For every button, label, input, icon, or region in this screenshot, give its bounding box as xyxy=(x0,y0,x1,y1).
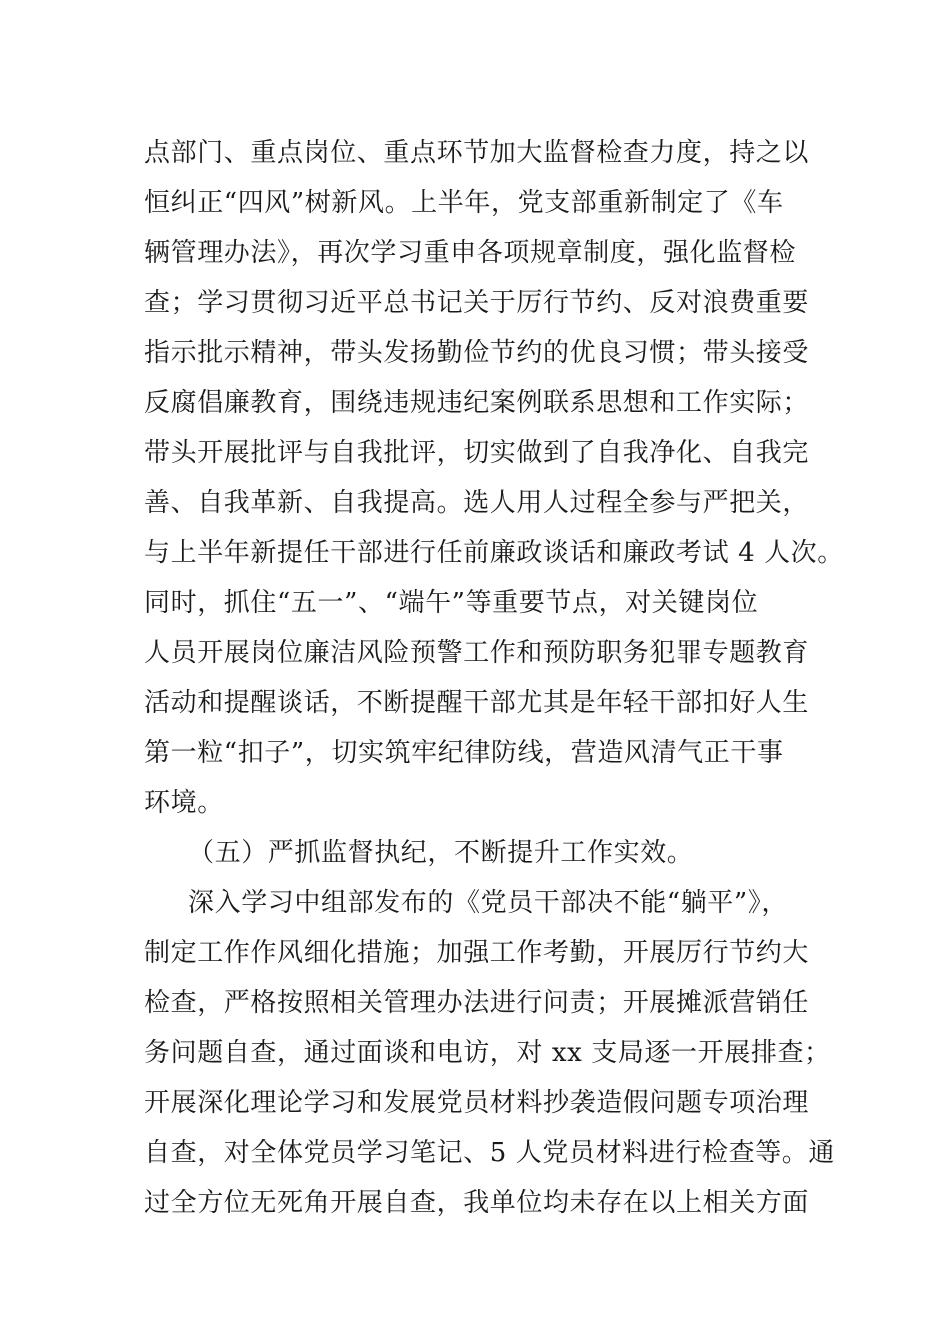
text-line: 带头开展批评与自我批评，切实做到了自我净化、自我完 xyxy=(144,438,810,468)
text-line: 活动和提醒谈话，不断提醒干部尤其是年轻干部扣好人生 xyxy=(144,688,810,718)
text-line: 恒纠正“四风”树新风。上半年，党支部重新制定了《车 xyxy=(144,188,784,218)
text-line: 过全方位无死角开展自查，我单位均未存在以上相关方面 xyxy=(144,1188,810,1218)
text-line: 点部门、重点岗位、重点环节加大监督检查力度，持之以 xyxy=(144,138,810,168)
text-line: 第一粒“扣子”，切实筑牢纪律防线，营造风清气正干事 xyxy=(144,738,784,768)
text-line: 反腐倡廉教育，围绕违规违纪案例联系思想和工作实际； xyxy=(144,388,810,418)
text-line: 务问题自查，通过面谈和电访，对 xx 支局逐一开展排查； xyxy=(144,1038,831,1068)
text-line: 检查，严格按照相关管理办法进行问责；开展摊派营销任 xyxy=(144,988,810,1018)
text-line: 深入学习中组部发布的《党员干部决不能“躺平”》， xyxy=(188,888,788,918)
text-line: 善、自我革新、自我提高。选人用人过程全参与严把关， xyxy=(144,488,810,518)
text-line: 与上半年新提任干部进行任前廉政谈话和廉政考试 4 人次。 xyxy=(144,538,844,568)
text-line: 人员开展岗位廉洁风险预警工作和预防职务犯罪专题教育 xyxy=(144,638,810,668)
text-line: 查；学习贯彻习近平总书记关于厉行节约、反对浪费重要 xyxy=(144,288,810,318)
text-line: 自查，对全体党员学习笔记、5 人党员材料进行检查等。通 xyxy=(144,1138,836,1168)
text-line: 辆管理办法》，再次学习重申各项规章制度，强化监督检 xyxy=(144,238,797,268)
text-line: 制定工作作风细化措施；加强工作考勤，开展厉行节约大 xyxy=(144,938,810,968)
text-line: 指示批示精神，带头发扬勤俭节约的优良习惯；带头接受 xyxy=(144,338,810,368)
text-line: 同时，抓住“五一”、“端午”等重要节点，对关键岗位 xyxy=(144,588,759,618)
text-line: 环境。 xyxy=(144,788,224,818)
section-heading: （五）严抓监督执纪，不断提升工作实效。 xyxy=(188,838,694,868)
text-line: 开展深化理论学习和发展党员材料抄袭造假问题专项治理 xyxy=(144,1088,810,1118)
